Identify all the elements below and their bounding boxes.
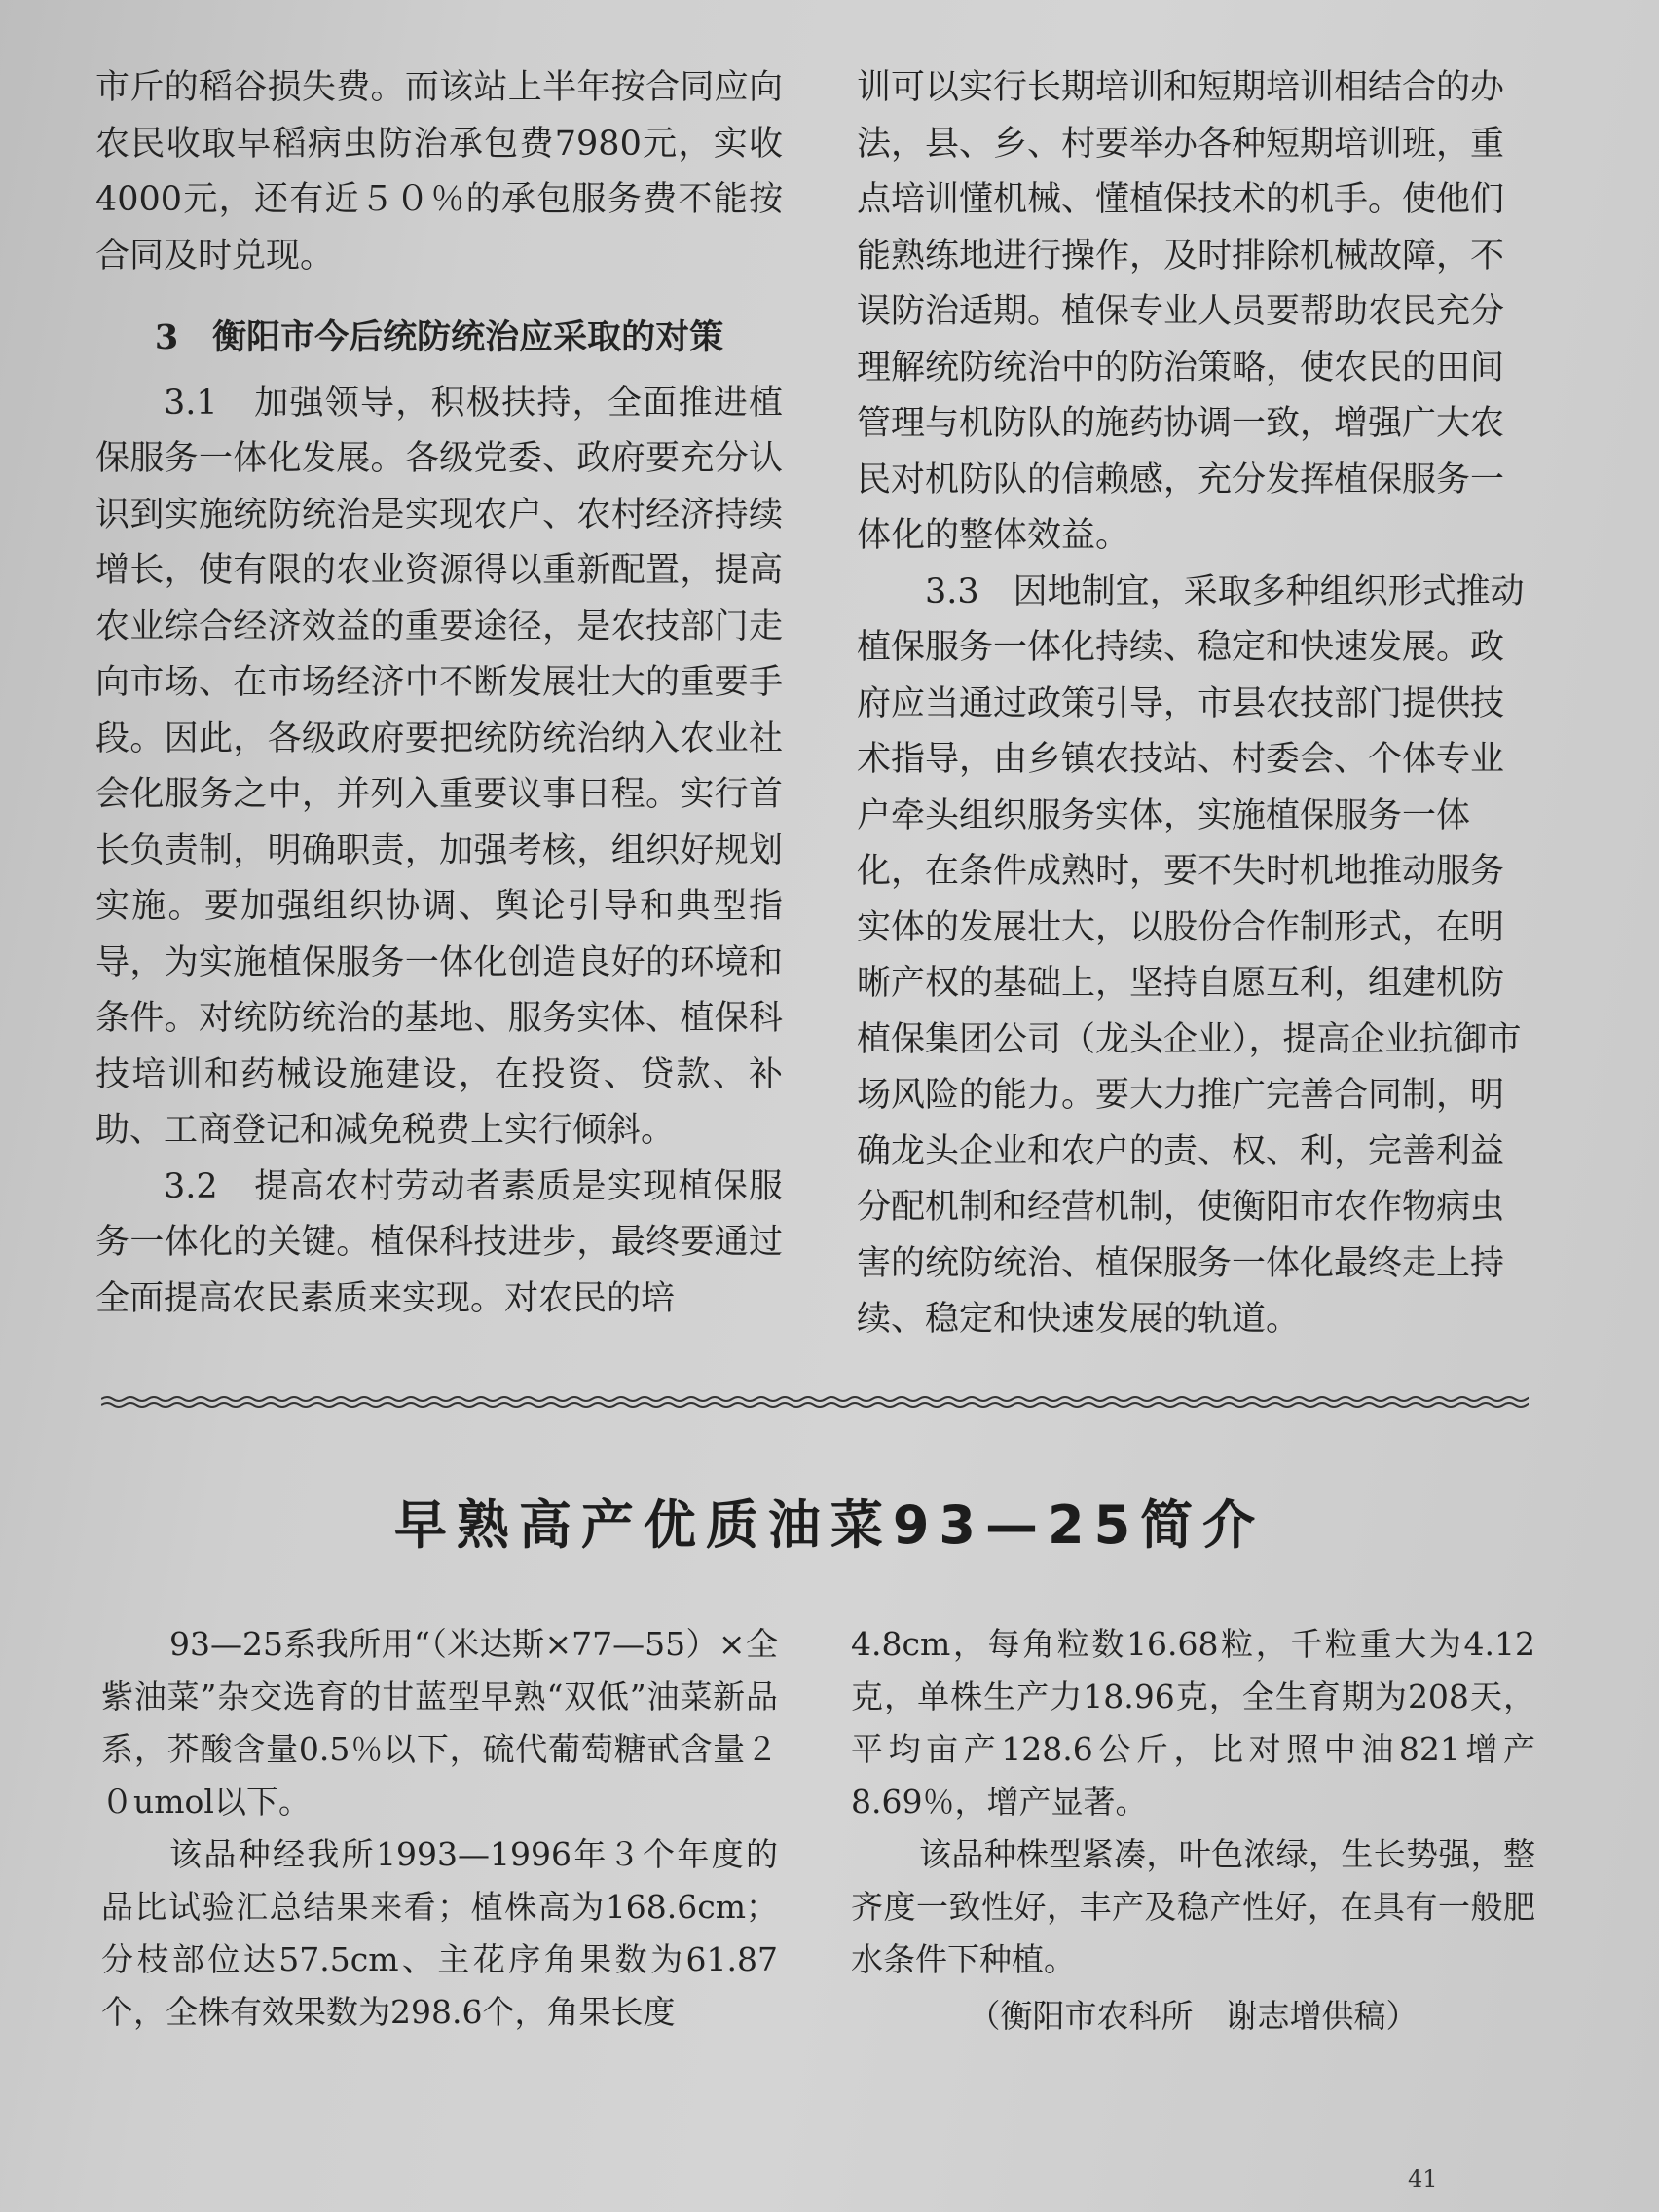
paragraph: 训可以实行长期培训和短期培训相结合的办法，县、乡、村要举办各种短期培训班，重点培训懂机械、懂植保技术的机手。使他们能熟练地进行操作，及时排除机械故障，不误防治适期。植保专业人员要帮助农民充分理解统防统治中的防治策略，使农民的田间管理与机防队的施药协调一致，增强广大农民对机防队的信赖感，充分发挥植保服务一体化的整体效益。 [857, 68, 1505, 555]
paragraph: 93—25系我所用“（米达斯×77—55）×全紫油菜”杂交选育的甘蓝型早熟“双低”油菜新品系，芥酸含量0.5％以下，硫代葡萄糖甙含量２０umol以下。 [101, 1625, 778, 1821]
wavy-divider [101, 1392, 1529, 1412]
article2-right-column [851, 1618, 1535, 2043]
author-credit: （衡阳市农科所 谢志增供稿） [968, 1997, 1419, 2035]
paragraph: 3.3 因地制宜，采取多种组织形式推动植保服务一体化持续、稳定和快速发展。政府应当通过政策引导，市县农技部门提供技术指导，由乡镇农技站、村委会、个体专业户牵头组织服务实体，实施植保服务一体化，在条件成熟时，要不失时机地推动服务实体的发展壮大，以股份合作制形式，在明晰产权的基础上，坚持自愿互利，组建机防植保集团公司（龙头企业），提高企业抗御市场风险的能力。要大力推广完善合同制，明确龙头企业和农户的责、权、利，完善利益分配机制和经营机制，使衡阳市农作物病虫害的统防统治、植保服务一体化最终走上持续、稳定和快速发展的轨道。 [857, 571, 1525, 1339]
paragraph: 该品种株型紧凑，叶色浓绿，生长势强，整齐度一致性好，丰产及稳产性好，在具有一般肥水条件下种植。 [851, 1835, 1535, 1978]
paragraph: 该品种经我所1993—1996年３个年度的品比试验汇总结果来看；植株高为168.6cm；分枝部位达57.5cm、主花序角果数为61.87个，全株有效果数为298.6个，角果长度 [101, 1835, 778, 2031]
article1-left-column [95, 60, 783, 1327]
article1-right-column [857, 60, 1535, 1348]
section-heading: 3 衡阳市今后统防统治应采取的对策 [154, 317, 724, 357]
paragraph: 4.8cm，每角粒数16.68粒，千粒重大为4.12克，单株生产力18.96克，全生育期为208天，平均亩产128.6公斤，比对照中油821增产8.69％，增产显著。 [851, 1625, 1535, 1821]
paragraph: 市斤的稻谷损失费。而该站上半年按合同应向农民收取早稻病虫防治承包费7980元，实收4000元，还有近５０％的承包服务费不能按合同及时兑现。 [95, 68, 783, 276]
paragraph: 3.2 提高农村劳动者素质是实现植保服务一体化的关键。植保科技进步，最终要通过全面提高农民素质来实现。对农民的培 [95, 1166, 783, 1318]
article-title: 早熟高产优质油菜93—25简介 [393, 1494, 1266, 1556]
paragraph: 3.1 加强领导，积极扶持，全面推进植保服务一体化发展。各级党委、政府要充分认识到实施统防统治是实现农户、农村经济持续增长，使有限的农业资源得以重新配置，提高农业综合经济效益的重要途径，是农技部门走向市场、在市场经济中不断发展壮大的重要手段。因此，各级政府要把统防统治纳入农业社会化服务之中，并列入重要议事日程。实行首长负责制，明确职责，加强考核，组织好规划实施。要加强组织协调、舆论引导和典型指导，为实施植保服务一体化创造良好的环境和条件。对统防统治的基地、服务实体、植保科技培训和药械设施建设，在投资、贷款、补助、工商登记和减免税费上实行倾斜。 [95, 383, 783, 1150]
article2-left-column [101, 1618, 778, 2039]
page-number: 41 [1408, 2165, 1438, 2193]
